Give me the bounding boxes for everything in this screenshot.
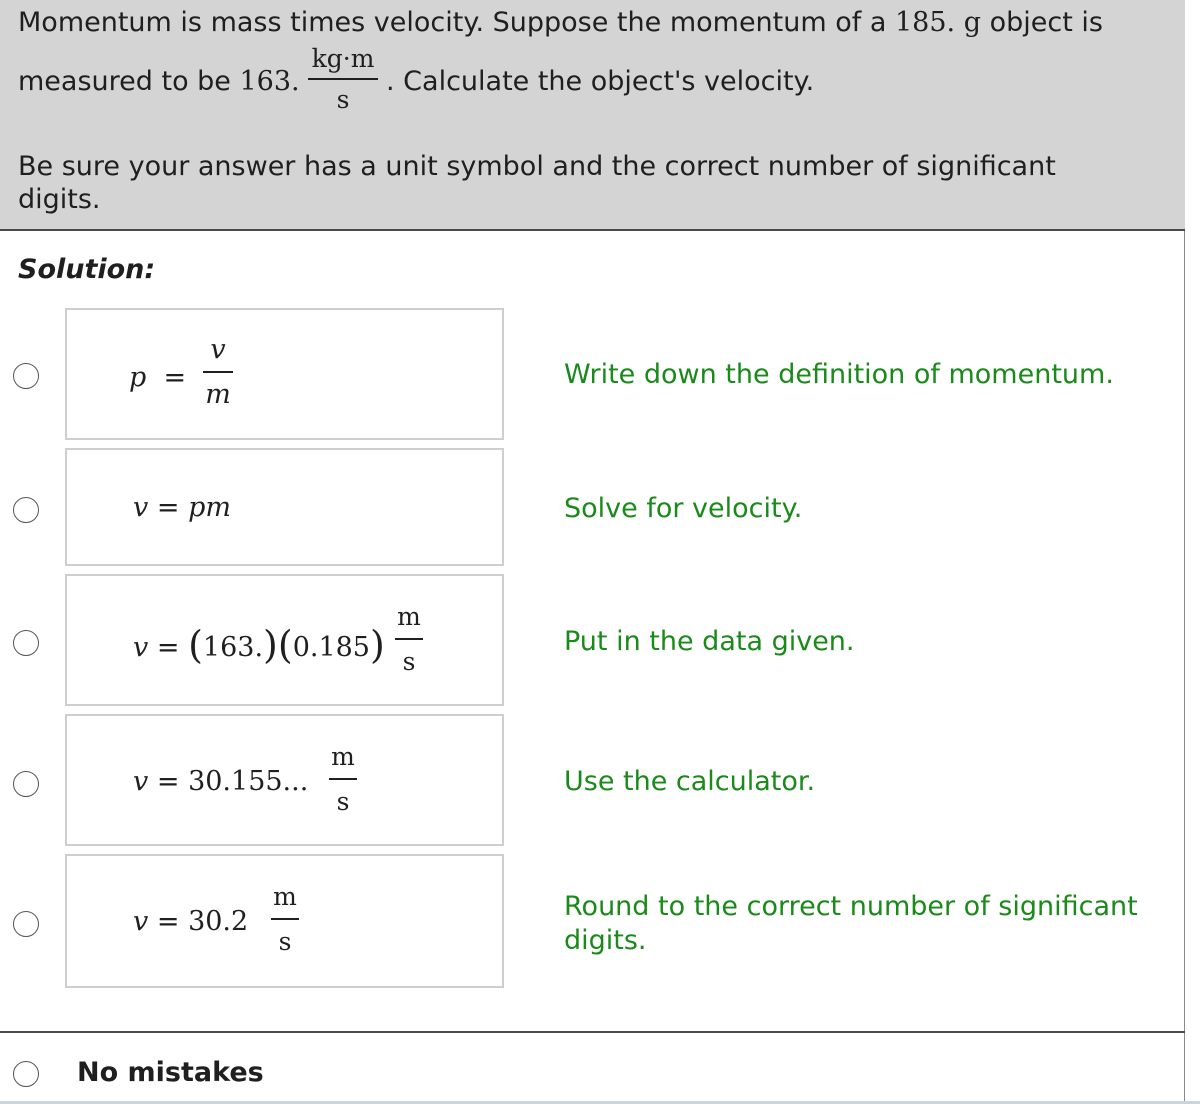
step-5-explanation-line-2: digits. xyxy=(564,925,647,956)
fraction-bar xyxy=(271,918,299,920)
symbol-v: v xyxy=(210,334,226,365)
step-1-equation-box xyxy=(65,308,504,440)
unit-denominator: s xyxy=(336,85,350,114)
momentum-number: 163. xyxy=(202,632,264,663)
step-1-equation xyxy=(129,362,186,393)
fraction-bar xyxy=(308,78,378,80)
calculated-value: 30.155... xyxy=(188,766,309,797)
equals-sign: = xyxy=(156,492,180,523)
m-over-s-fraction xyxy=(271,884,299,954)
symbol-v: v xyxy=(133,906,149,937)
divider xyxy=(0,1031,1185,1033)
step-5-explanation xyxy=(564,890,1138,958)
instruction-line-1: Be sure your answer has a unit symbol and the correct number of significant xyxy=(18,151,1056,182)
problem-text: Momentum is mass times velocity. Suppose the momentum of a xyxy=(18,7,895,38)
solution-heading: Solution: xyxy=(18,254,156,285)
unit-numerator: m xyxy=(273,882,297,911)
step-5-equation-box xyxy=(65,854,504,988)
mass-unit: g xyxy=(963,7,982,38)
mass-value: 185. xyxy=(895,7,956,38)
unit-denominator: s xyxy=(336,786,350,816)
symbol-v: v xyxy=(133,632,149,663)
equals-sign: = xyxy=(156,766,180,797)
step-2-radio[interactable] xyxy=(13,497,39,523)
unit-numerator: kg·m xyxy=(311,44,375,73)
step-4-equation xyxy=(133,766,308,797)
fraction-bar xyxy=(203,371,233,373)
equals-sign: = xyxy=(156,906,180,937)
m-over-s-fraction xyxy=(329,744,357,814)
instruction-line-2: digits. xyxy=(18,184,101,215)
step-1-explanation: Write down the definition of momentum. xyxy=(564,359,1114,390)
step-2-equation xyxy=(133,492,231,523)
v-over-m-fraction xyxy=(203,336,233,408)
step-3-explanation: Put in the data given. xyxy=(564,626,855,657)
unit-numerator: m xyxy=(331,742,355,771)
problem-line-2-start xyxy=(18,66,300,97)
unit-numerator: m xyxy=(397,602,421,631)
step-3-equation: v = (163.)(0.185) xyxy=(133,623,385,667)
step-5-explanation-line-1: Round to the correct number of significant xyxy=(564,891,1138,922)
momentum-unit-fraction xyxy=(308,46,378,112)
problem-line-2-end: . Calculate the object's velocity. xyxy=(386,66,815,97)
symbol-v: v xyxy=(133,492,149,523)
problem-statement xyxy=(0,0,1185,231)
step-3-equation-box xyxy=(65,574,504,706)
no-mistakes-label[interactable]: No mistakes xyxy=(77,1057,264,1088)
step-4-equation-box xyxy=(65,714,504,846)
step-5-radio[interactable] xyxy=(13,911,39,937)
symbol-m: m xyxy=(205,378,231,410)
problem-text: measured to be xyxy=(18,66,240,97)
equals-sign: = xyxy=(163,362,187,393)
symbol-v: v xyxy=(133,766,149,797)
step-2-explanation: Solve for velocity. xyxy=(564,493,803,524)
unit-denominator: s xyxy=(402,646,416,676)
rounded-value: 30.2 xyxy=(188,906,249,937)
no-mistakes-radio[interactable] xyxy=(13,1061,39,1087)
unit-denominator: s xyxy=(278,926,292,956)
step-2-equation-box xyxy=(65,448,504,566)
mass-number: 0.185 xyxy=(292,632,370,663)
step-4-radio[interactable] xyxy=(13,771,39,797)
symbol-pm: pm xyxy=(188,492,231,523)
m-over-s-fraction xyxy=(395,604,423,674)
problem-line-1 xyxy=(18,7,1103,38)
step-5-equation xyxy=(133,906,248,937)
right-border xyxy=(1184,231,1185,1103)
momentum-value: 163. xyxy=(239,66,300,97)
symbol-p: p xyxy=(129,362,147,393)
step-3-radio[interactable] xyxy=(13,630,39,656)
problem-text: object is xyxy=(981,7,1103,38)
step-4-explanation: Use the calculator. xyxy=(564,766,816,797)
fraction-bar xyxy=(329,778,357,780)
fraction-bar xyxy=(395,638,423,640)
equals-sign: = xyxy=(156,632,180,663)
step-1-radio[interactable] xyxy=(13,363,39,389)
